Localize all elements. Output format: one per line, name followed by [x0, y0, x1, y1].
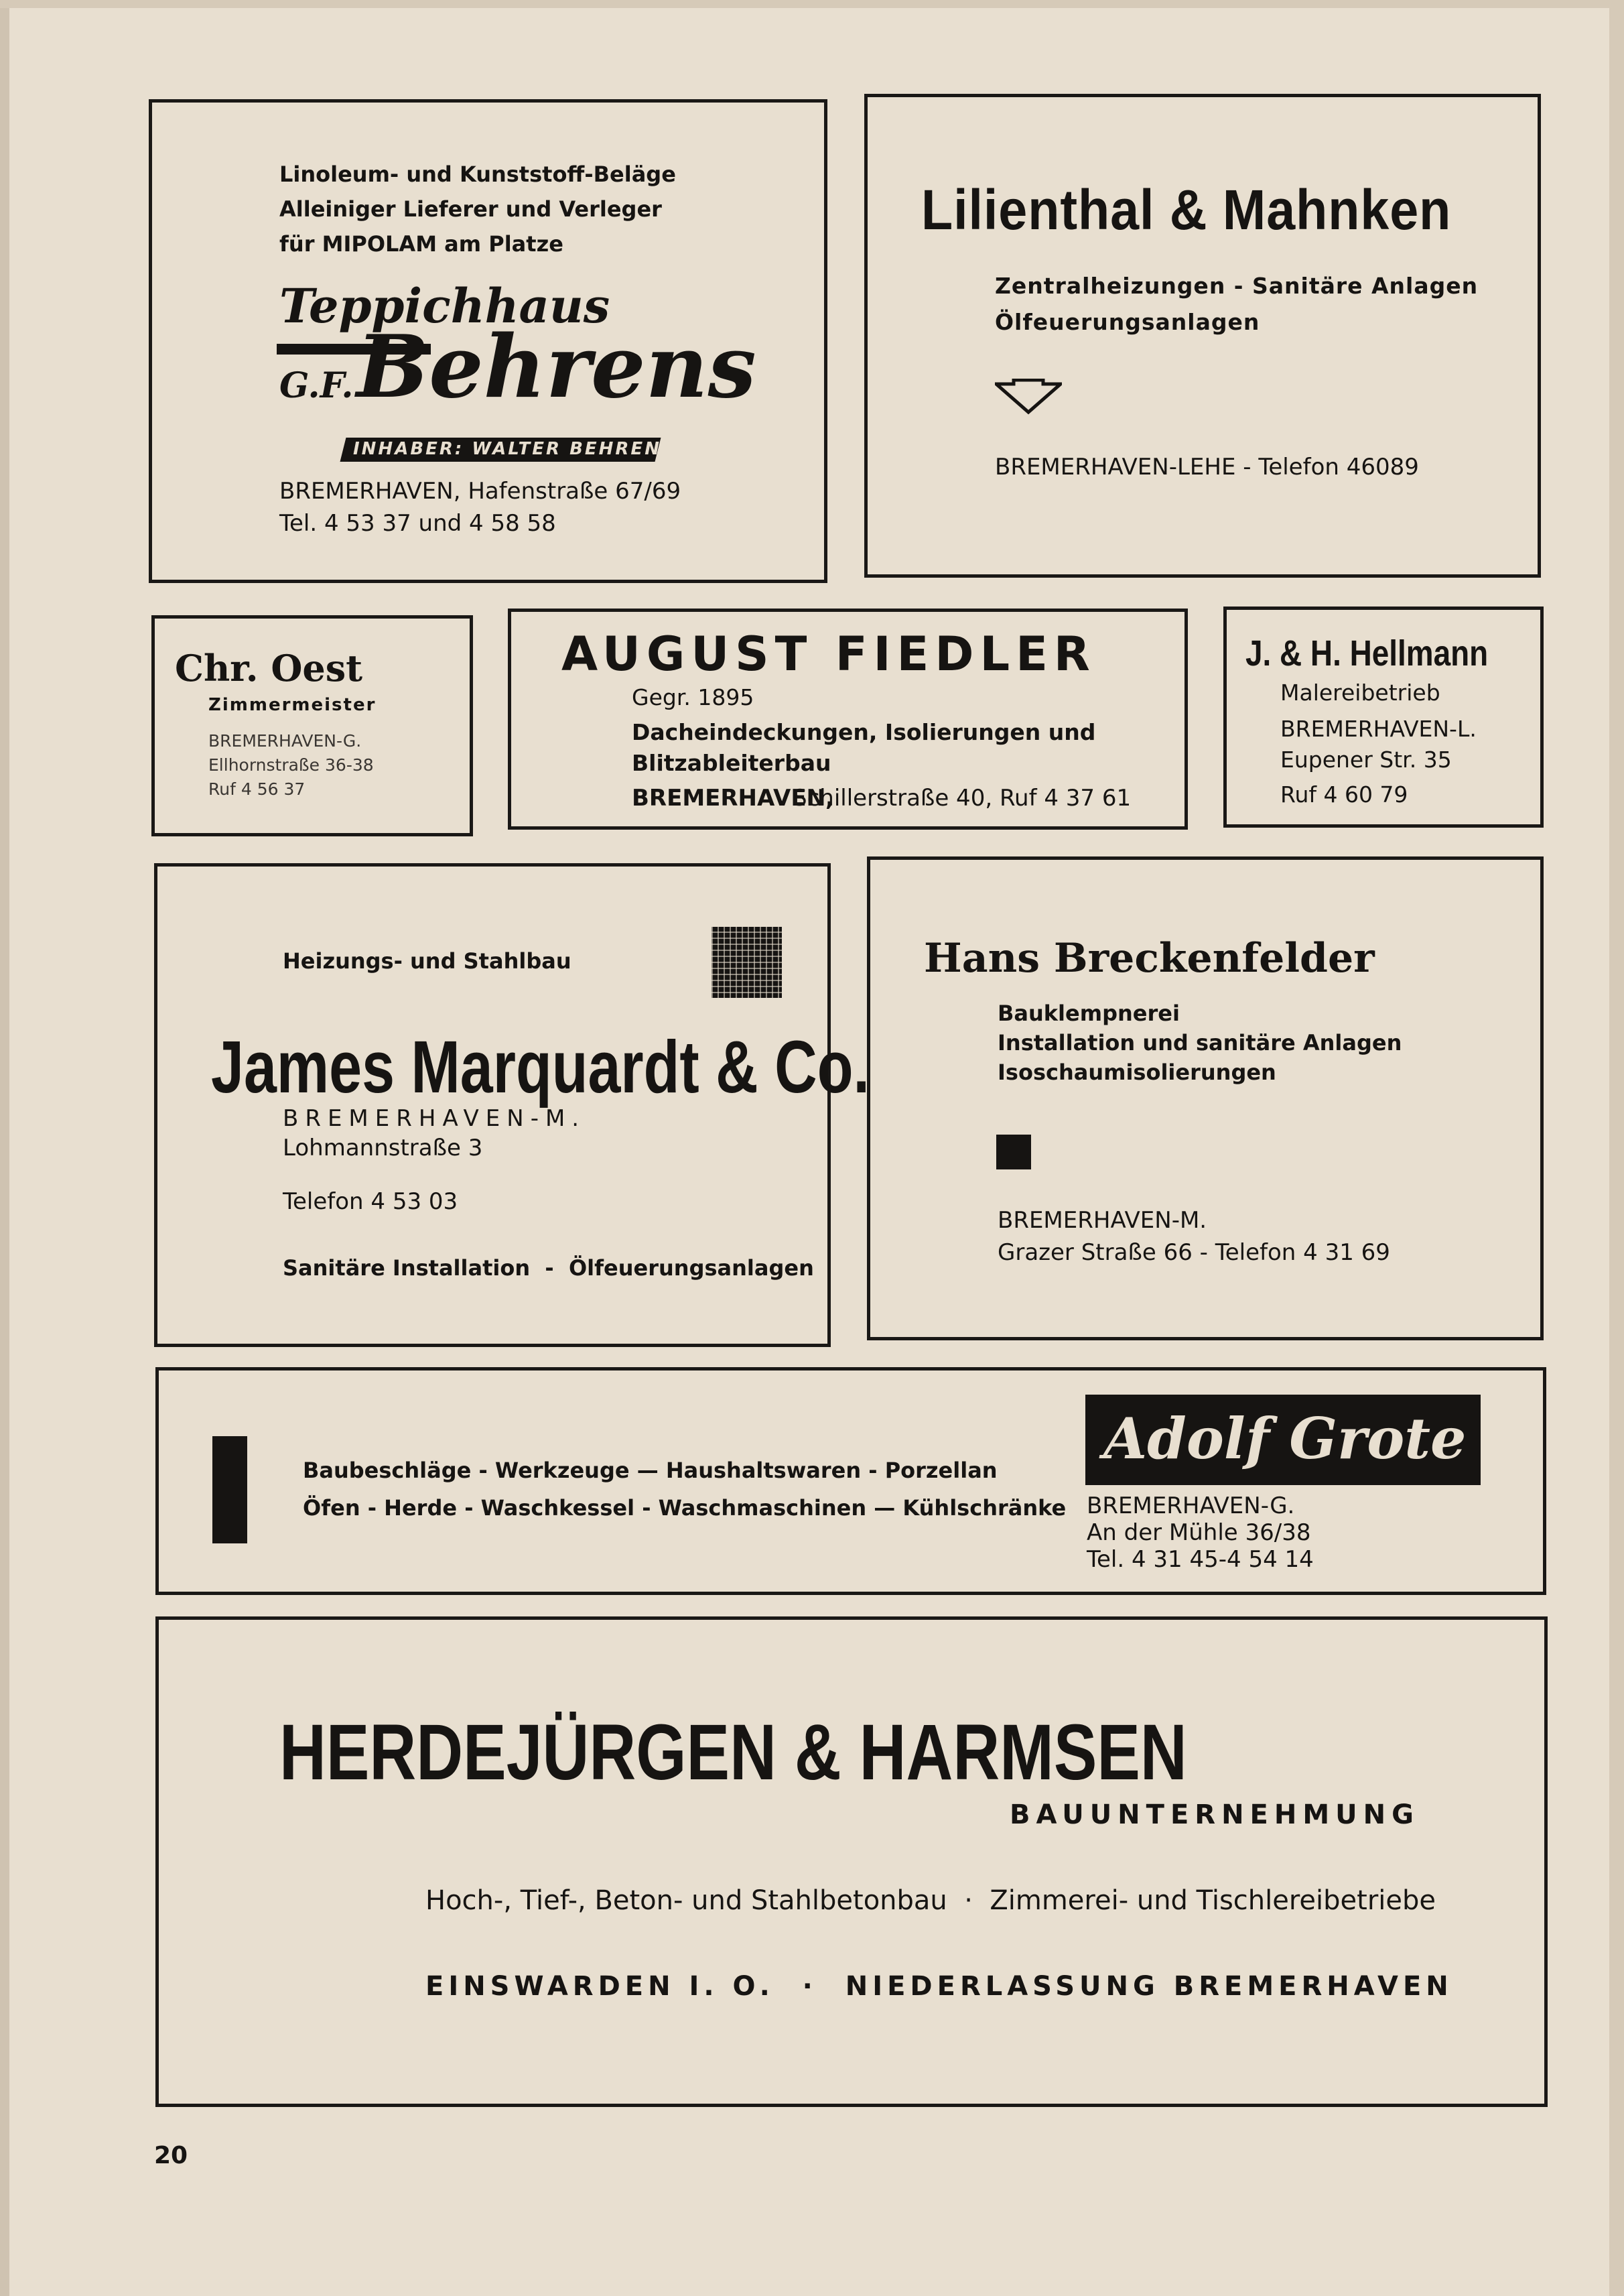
grote-line1: Baubeschläge - Werkzeuge — Haushaltswaren - Porzellan — [303, 1458, 998, 1483]
marquardt-trade: Heizungs- und Stahlbau — [283, 948, 571, 974]
hellmann-phone: Ruf 4 60 79 — [1280, 781, 1408, 808]
behrens-owner-text: INHABER: WALTER BEHRENS — [353, 439, 676, 459]
bar-logo-icon — [212, 1436, 247, 1543]
oest-trade: Zimmermeister — [208, 695, 377, 715]
hellmann-street: Eupener Str. 35 — [1280, 747, 1452, 773]
behrens-address: BREMERHAVEN, Hafenstraße 67/69 — [279, 478, 681, 505]
breckenfelder-city: BREMERHAVEN-M. — [998, 1207, 1207, 1234]
ad-hellmann — [1223, 607, 1544, 828]
herdejuergen-services: Hoch-, Tief-, Beton- und Stahlbetonbau · Zimmerei- und Tischlereibetriebe — [425, 1885, 1436, 1916]
paper-edge-top — [0, 0, 1624, 8]
oest-name: Chr. Oest — [175, 647, 363, 690]
behrens-line3: für MIPOLAM am Platze — [279, 231, 563, 257]
behrens-phone: Tel. 4 53 37 und 4 58 58 — [279, 510, 556, 537]
oest-phone: Ruf 4 56 37 — [208, 779, 306, 799]
breckenfelder-line2: Installation und sanitäre Anlagen — [998, 1030, 1402, 1056]
paper-edge-right — [1609, 0, 1624, 2296]
behrens-line1: Linoleum- und Kunststoff-Beläge — [279, 162, 676, 187]
marquardt-phone: Telefon 4 53 03 — [283, 1188, 458, 1215]
grote-city: BREMERHAVEN-G. — [1087, 1492, 1295, 1519]
arrow-down-outline-icon — [995, 379, 1062, 415]
lilienthal-name: Lilienthal & Mahnken — [921, 178, 1452, 241]
behrens-logo-initials: G.F. — [279, 365, 354, 406]
herdejuergen-locations: EINSWARDEN I. O. · NIEDERLASSUNG BREMERHAVEN — [425, 1971, 1453, 2002]
ad-herdejuergen — [155, 1616, 1548, 2107]
square-logo-icon — [996, 1135, 1031, 1169]
marquardt-street: Lohmannstraße 3 — [283, 1135, 483, 1161]
behrens-logo-name: Behrens — [356, 317, 756, 418]
ad-lilienthal — [864, 94, 1541, 578]
ad-breckenfelder — [867, 856, 1544, 1340]
behrens-line2: Alleiniger Lieferer und Verleger — [279, 196, 662, 222]
breckenfelder-line1: Bauklempnerei — [998, 1001, 1180, 1026]
fiedler-name: AUGUST FIEDLER — [561, 627, 1096, 682]
herdejuergen-name: HERDEJÜRGEN & HARMSEN — [279, 1708, 1187, 1797]
hellmann-name: J. & H. Hellmann — [1245, 633, 1489, 674]
ad-oest — [151, 615, 473, 836]
ad-behrens — [149, 99, 827, 583]
fiedler-line1: Dacheindeckungen, Isolierungen und — [632, 719, 1096, 745]
lilienthal-line1: Zentralheizungen - Sanitäre Anlagen — [995, 273, 1479, 299]
lilienthal-line2: Ölfeuerungsanlagen — [995, 309, 1260, 335]
paper-edge-left — [0, 0, 9, 2296]
ad-marquardt — [154, 863, 870, 1347]
ad-grote — [155, 1367, 1546, 1595]
breckenfelder-line3: Isoschaumisolierungen — [998, 1060, 1276, 1085]
lilienthal-address: BREMERHAVEN-LEHE - Telefon 46089 — [995, 454, 1419, 481]
grote-line2: Öfen - Herde - Waschkessel - Waschmaschinen — Kühlschränke — [303, 1495, 1067, 1521]
herdejuergen-trade: BAUUNTERNEHMUNG — [1010, 1799, 1420, 1830]
hellmann-trade: Malereibetrieb — [1280, 680, 1440, 706]
behrens-logo-top: Teppichhaus — [279, 278, 610, 334]
grote-street: An der Mühle 36/38 — [1087, 1519, 1311, 1546]
marquardt-name: James Marquardt & Co. — [211, 1026, 870, 1108]
grote-phone: Tel. 4 31 45-4 54 14 — [1087, 1546, 1314, 1573]
hellmann-city: BREMERHAVEN-L. — [1280, 716, 1477, 742]
grote-logo: Adolf Grote — [1103, 1405, 1467, 1472]
grid-logo-icon — [712, 927, 782, 998]
breckenfelder-name: Hans Breckenfelder — [924, 935, 1375, 982]
fiedler-founded: Gegr. 1895 — [632, 684, 754, 710]
fiedler-line2: Blitzableiterbau — [632, 750, 831, 776]
fiedler-city: BREMERHAVEN, — [632, 785, 834, 812]
fiedler-address: Schillerstraße 40, Ruf 4 37 61 — [793, 785, 1132, 812]
ad-fiedler — [508, 609, 1188, 830]
marquardt-footer: Sanitäre Installation - Ölfeuerungsanlagen — [283, 1255, 814, 1281]
oest-city: BREMERHAVEN-G. — [208, 731, 362, 751]
page-number: 20 — [154, 2142, 188, 2169]
breckenfelder-address: Grazer Straße 66 - Telefon 4 31 69 — [998, 1239, 1390, 1266]
oest-street: Ellhornstraße 36-38 — [208, 755, 374, 775]
marquardt-city: BREMERHAVEN-M. — [283, 1105, 586, 1132]
